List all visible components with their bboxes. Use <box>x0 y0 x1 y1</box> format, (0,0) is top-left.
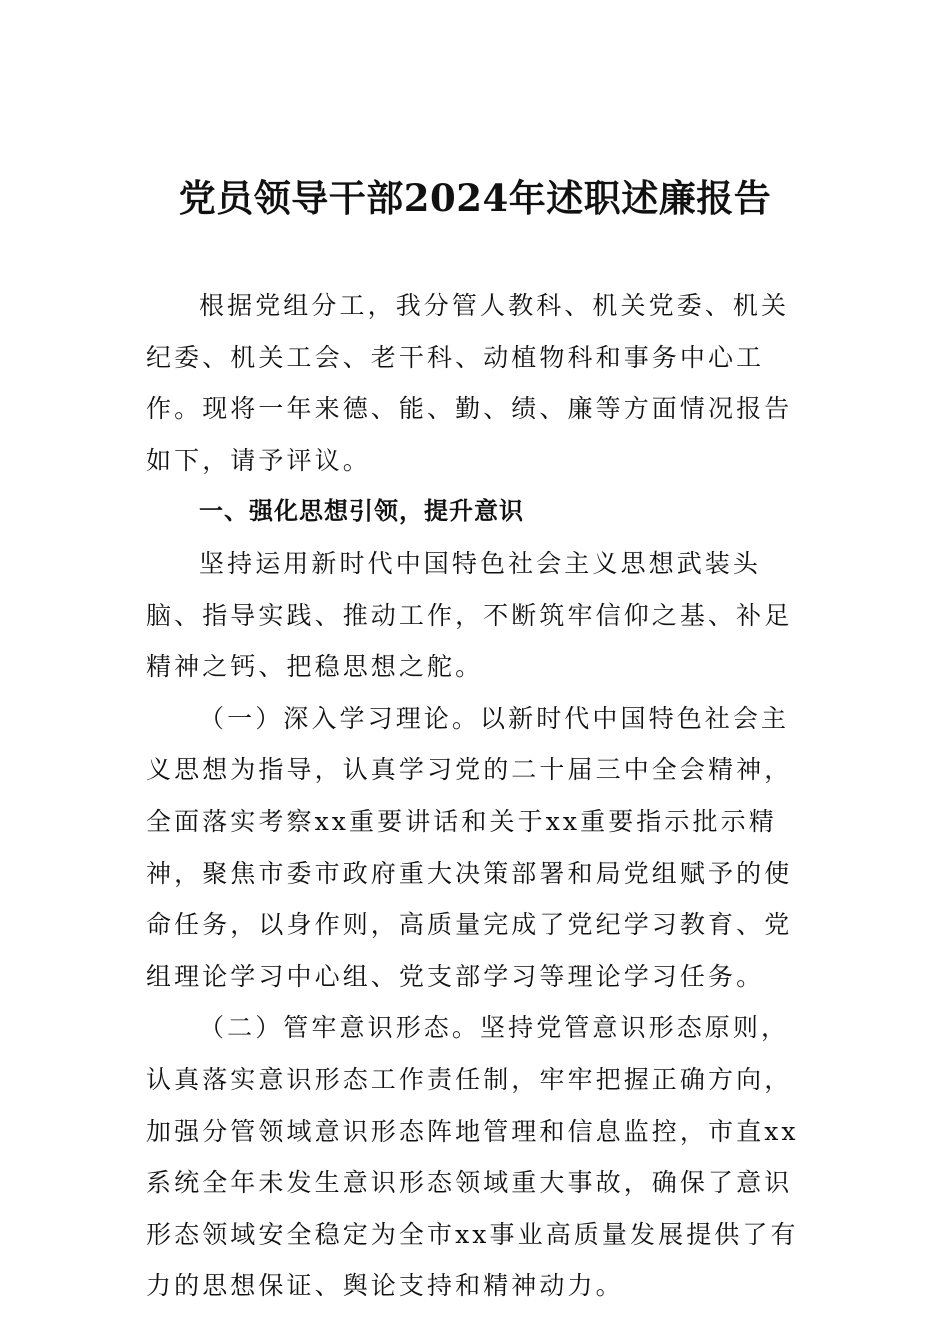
paragraph-study-theory: （一）深入学习理论。以新时代中国特色社会主义思想为指导，认真学习党的二十届三中全会精神，全面落实考察xx重要讲话和关于xx重要指示批示精神，聚焦市委市政府重大决策部署和局党组赋予的使命任务，以身作则，高质量完成了党纪学习教育、党组理论学习中心组、党支部学习等理论学习任务。 <box>146 703 793 991</box>
paragraph-section-1-summary: 坚持运用新时代中国特色社会主义思想武装头脑、指导实践、推动工作，不断筑牢信仰之基、补足精神之钙、把稳思想之舵。 <box>146 548 793 682</box>
section-heading-1: 一、强化思想引领，提升意识 <box>199 497 524 526</box>
document-title: 党员领导干部2024年述职述廉报告 <box>178 176 772 220</box>
paragraph-ideology-management: （二）管牢意识形态。坚持党管意识形态原则，认真落实意识形态工作责任制，牢牢把握正确方向，加强分管领域意识形态阵地管理和信息监控，市直xx系统全年未发生意识形态领域重大事故，确保了意识形态领域安全稳定为全市xx事业高质量发展提供了有力的思想保证、舆论支持和精神动力。 <box>146 1013 799 1301</box>
paragraph-intro: 根据党组分工，我分管人教科、机关党委、机关纪委、机关工会、老干科、动植物科和事务中心工作。现将一年来德、能、勤、绩、廉等方面情况报告如下，请予评议。 <box>146 291 793 475</box>
document-body <box>146 280 811 1312</box>
